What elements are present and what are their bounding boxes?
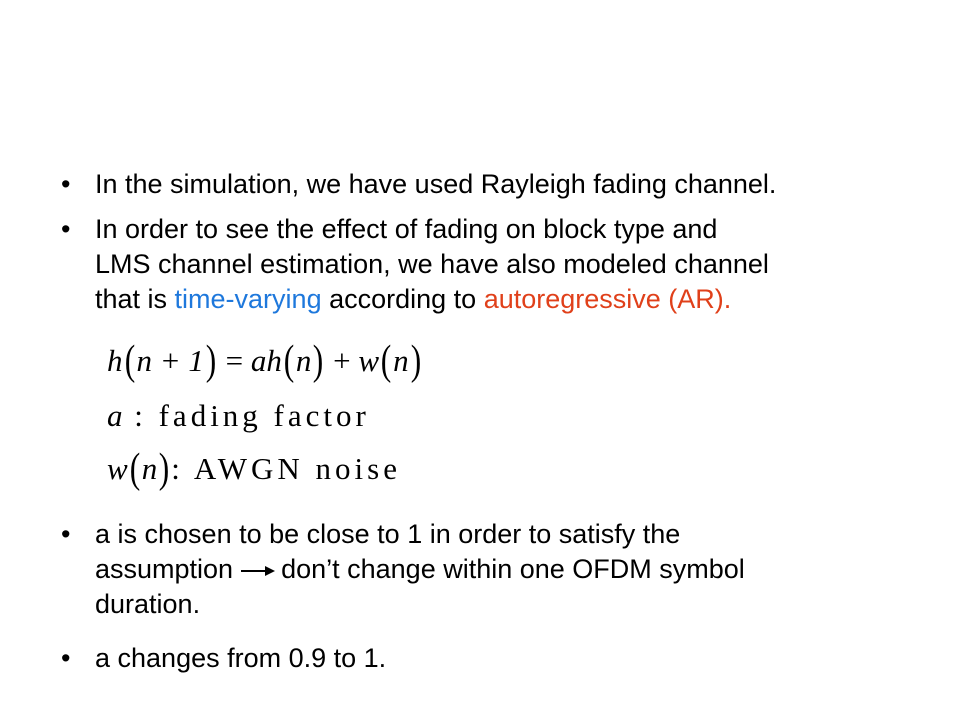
bullet-line: duration. [95, 589, 201, 619]
bullet-line: In order to see the effect of fading on block type and [95, 214, 718, 244]
bullet-text [95, 212, 915, 317]
bullet-line [95, 552, 915, 587]
bullet-rayleigh [61, 167, 941, 207]
eq-operator: + [325, 343, 359, 378]
bullet-a-range [61, 641, 941, 681]
bullet-line: a is chosen to be close to 1 in order to satisfy the [95, 519, 681, 549]
eq-symbol: a [250, 343, 267, 378]
text-segment: that is [95, 284, 175, 314]
equation-awgn-noise: w(n): AWGN noise [107, 446, 401, 492]
eq-text: : fading factor [122, 398, 370, 433]
bullet-text [95, 517, 915, 622]
eq-symbol: h [107, 343, 123, 378]
eq-arg: n + 1 [136, 343, 204, 378]
equation-fading-factor [107, 396, 370, 436]
eq-text: : AWGN noise [171, 451, 401, 486]
bullet-text: In the simulation, we have used Rayleigh fading channel. [95, 169, 777, 199]
highlight-autoregressive: autoregressive (AR). [483, 284, 732, 314]
bullet-line: LMS channel estimation, we have also modeled channel [95, 249, 769, 279]
eq-symbol: h [266, 343, 282, 378]
bullet-text: a changes from 0.9 to 1. [95, 643, 387, 673]
text-segment: assumption [95, 554, 234, 584]
eq-arg: n [141, 451, 158, 486]
bullet-dot: • [61, 169, 71, 199]
arrow-right-icon [241, 562, 275, 576]
eq-symbol: w [107, 451, 128, 486]
highlight-time-varying: time-varying [174, 284, 322, 314]
bullet-line [95, 282, 915, 317]
eq-symbol: a [107, 398, 123, 433]
bullet-dot: • [61, 519, 71, 549]
bullet-assumption [61, 517, 941, 627]
bullet-ar-model [61, 212, 941, 322]
eq-operator: = [217, 343, 251, 378]
equation-ar-recursion: h(n + 1) = ah(n) + w(n) [107, 338, 421, 384]
bullet-dot: • [61, 214, 71, 244]
eq-arg: n [393, 343, 409, 378]
eq-symbol: w [358, 343, 380, 378]
bullet-dot: • [61, 643, 71, 673]
text-segment: don’t change within one OFDM symbol [281, 554, 745, 584]
eq-arg: n [295, 343, 312, 378]
text-segment: according to [321, 284, 484, 314]
